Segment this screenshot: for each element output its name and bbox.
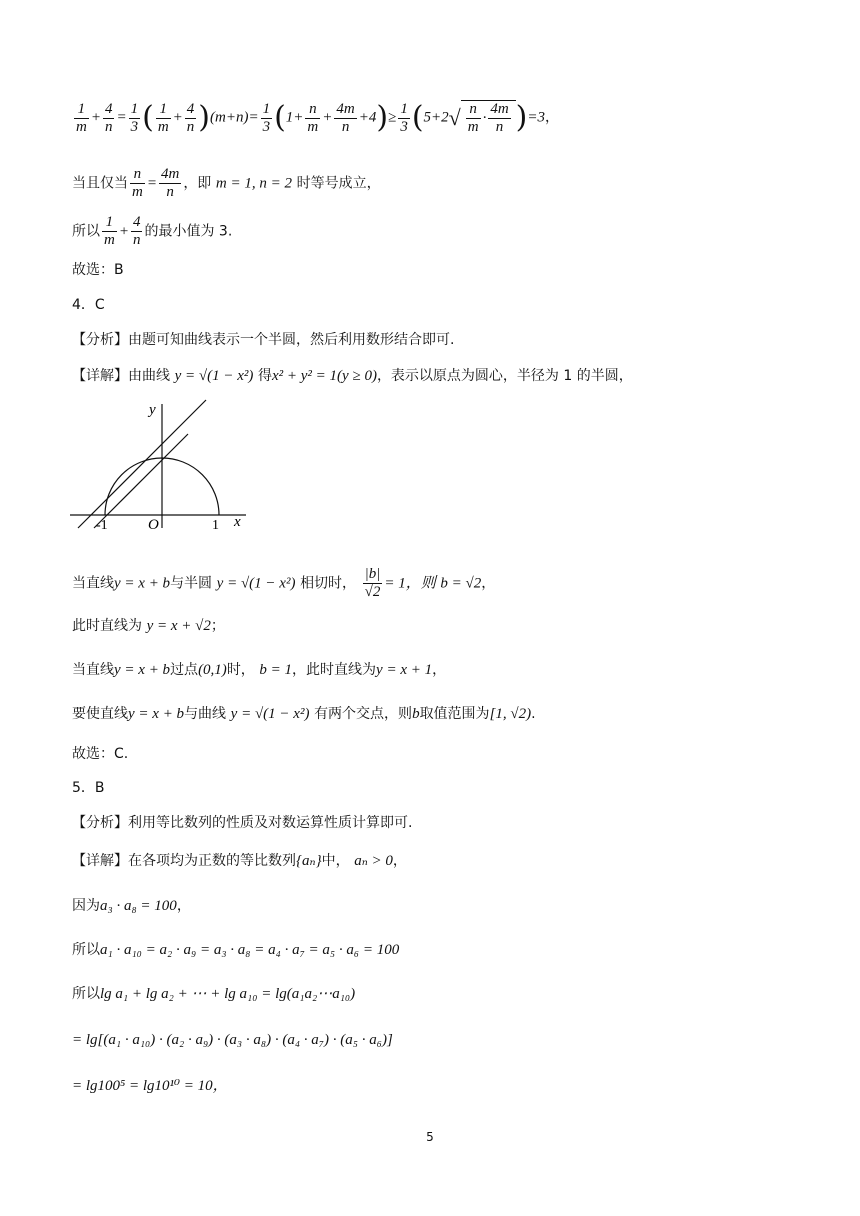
equality-condition-line: 当且仅当 $\frac{n}{m}$ = $\frac{4m}{n}$ ，即 m = 1, n = 2 时等号成立， [72, 166, 381, 200]
q5-line3: = lg[(a₁ · a₁₀) · (a₂ · a₉) · (a₃ · a₈) · (a₄ · a₇) · (a₅ · a₆)] [72, 1032, 393, 1048]
q5-so2: 所以lg a₁ + lg a₂ + ⋯ + lg a₁₀ = lg(a₁a₂⋯a₁₀) [72, 986, 356, 1002]
q4-analysis: 【分析】由题可知曲线表示一个半圆，然后利用数形结合即可. [72, 332, 455, 348]
graph-y-label: y [149, 402, 156, 418]
graph-origin-label: O [148, 517, 159, 533]
q4-then-line: 此时直线为 y = x + √2； [72, 618, 225, 634]
q4-detail: 【详解】由曲线 y = √(1 − x²) 得x² + y² = 1(y ≥ 0)，表示以原点为圆心，半径为 1 的半圆， [72, 368, 633, 384]
graph-one-label: 1 [212, 518, 219, 533]
semicircle-graph [66, 398, 256, 533]
q5-number: 5．B [72, 780, 105, 796]
page-number: 5 [426, 1130, 434, 1144]
graph-x-label: x [234, 514, 241, 530]
q4-number: 4．C [72, 297, 105, 313]
q4-through-line: 当直线y = x + b过点(0,1)时， b = 1，此时直线为y = x + 1， [72, 662, 447, 678]
graph-minus-one-label: -1 [96, 518, 108, 533]
q5-so1: 所以a₁ · a₁₀ = a₂ · a₉ = a₃ · a₈ = a₄ · a₇ = a₅ · a₆ = 100 [72, 942, 400, 958]
minimum-value-line: 所以 $\frac{1}{m}$ + $\frac{4}{n}$ 的最小值为 3. [72, 214, 233, 248]
q4-answer: 故选：C. [72, 746, 129, 762]
q5-line4: = lg100⁵ = lg10¹⁰ = 10， [72, 1078, 228, 1094]
q4-tangent-line: 当直线y = x + b与半圆 y = √(1 − x²) 相切时， $\frac{|b|}{√2}$ = 1，则 b = √2， [72, 566, 496, 600]
q5-because: 因为a₃ · a₈ = 100， [72, 898, 191, 914]
answer-choice-b: 故选：B [72, 262, 124, 278]
q4-range-line: 要使直线y = x + b与曲线 y = √(1 − x²) 有两个交点，则b取值范围为[1, √2). [72, 706, 536, 722]
q5-analysis: 【分析】利用等比数列的性质及对数运算性质计算即可. [72, 815, 413, 831]
am-gm-equation: $\frac{1}{m}$ + $\frac{4}{n}$ = $\frac{1}{3}$ ( $\frac{1}{m}$ + $\frac{4}{n}$ )(m+n)= $\frac{1}{3}$ (1+ $\frac{n}{m}$ + $\frac{4m}{n}$ +4)≥ $\frac{1}{3}$ (5+2√ $\frac{n}{m}$ · $\frac{4m}{n}$ )=3， [76, 100, 560, 135]
q5-detail: 【详解】在各项均为正数的等比数列{aₙ}中， aₙ > 0， [72, 853, 407, 869]
